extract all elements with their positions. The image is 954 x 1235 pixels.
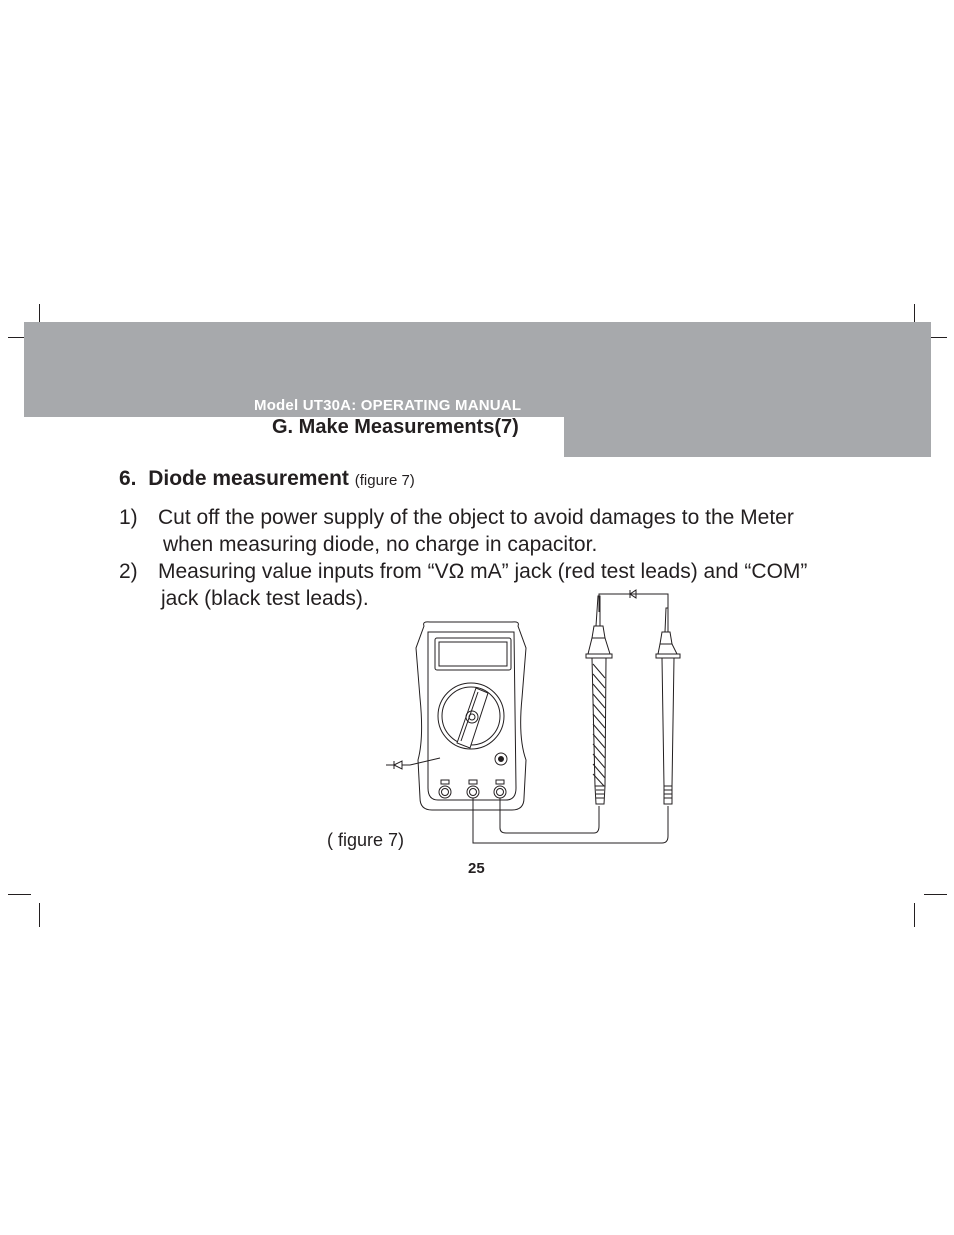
test-probe-red (586, 596, 612, 804)
step-2-number: 2) (119, 560, 138, 583)
page-number: 25 (468, 860, 485, 877)
step-1-line-1: Cut off the power supply of the object to avoid damages to the Meter (158, 506, 794, 529)
multimeter-diode-figure (380, 588, 700, 848)
test-probe-black (656, 608, 680, 804)
crop-mark-top-left-v (39, 304, 40, 324)
step-1-number: 1) (119, 506, 138, 529)
meter-jacks (439, 780, 506, 798)
subsection-heading (119, 467, 415, 491)
step-2-line-1: Measuring value inputs from “VΩ mA” jack (red test leads) and “COM” (158, 560, 808, 583)
crop-mark-bottom-left-h (8, 894, 31, 895)
figure-caption: ( figure 7) (327, 830, 405, 850)
subsection-number: 6. (119, 467, 137, 490)
crop-mark-bottom-right-v (914, 903, 915, 927)
manual-model-title: Model UT30A: OPERATING MANUAL (254, 397, 522, 414)
step-2-line-2: jack (black test leads). (161, 587, 369, 610)
subsection-title: Diode measurement (148, 467, 349, 490)
test-lead-wire-red (473, 798, 668, 843)
diode-icon (599, 590, 668, 612)
crop-mark-top-right-v (914, 304, 915, 324)
section-title: G. Make Measurements(7) (272, 416, 519, 438)
crop-mark-bottom-left-v (39, 903, 40, 927)
meter-display (435, 638, 511, 670)
subsection-figure-ref: (figure 7) (354, 472, 415, 489)
test-lead-wire-black (500, 798, 599, 833)
step-1-line-2: when measuring diode, no charge in capacitor. (163, 533, 598, 556)
crop-mark-bottom-right-h (924, 894, 947, 895)
